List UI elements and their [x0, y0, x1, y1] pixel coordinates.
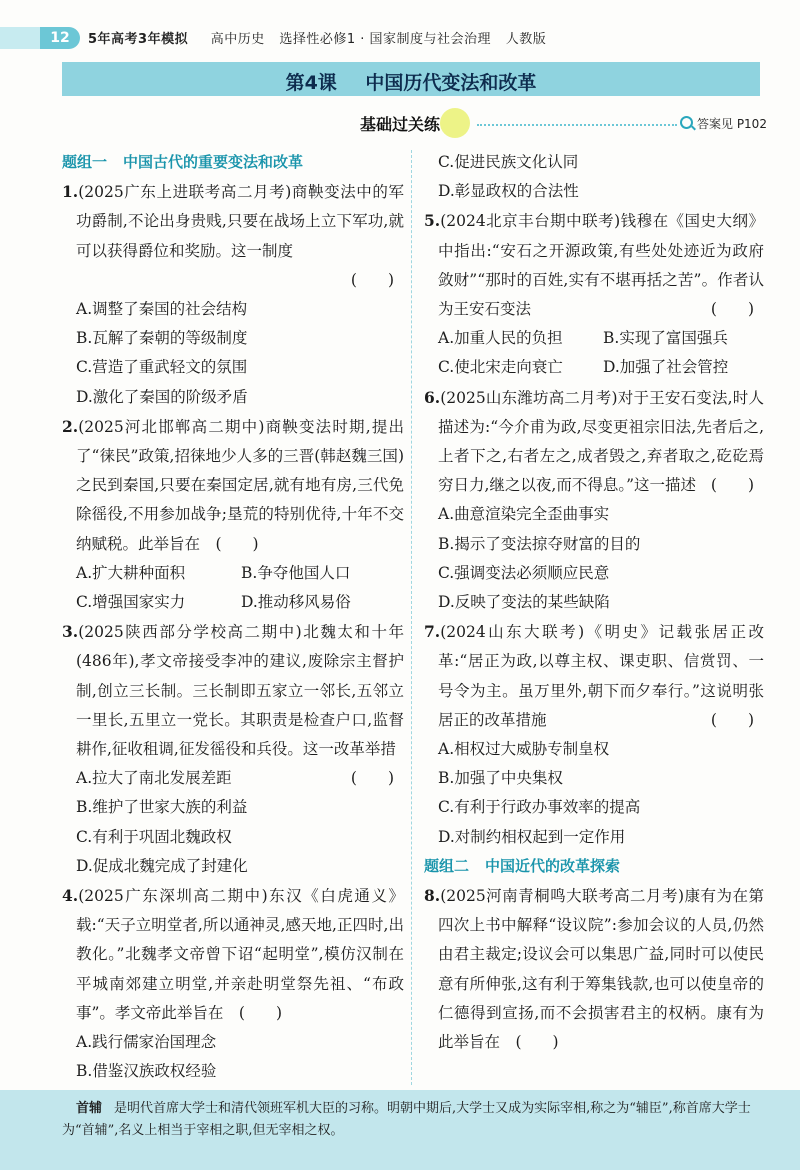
header-book: 选择性必修1 · 国家制度与社会治理	[279, 32, 492, 47]
question-stem: (2024山东大联考)《明史》记载张居正改革:“居正为政,以尊主权、课吏职、信赏罚、一号令为主。虽万里外,朝下而夕奉行。”这说明张居正的改革措施	[438, 623, 764, 729]
group-label: 题组二	[424, 856, 470, 875]
option-b: B.争夺他国人口	[241, 563, 351, 582]
question-stem: (2025山东潍坊高二月考)对于王安石变法,时人描述为:“今介甫为政,尽变更祖宗旧法,先者后之,上者下之,右者左之,成者毁之,弃者取之,矻矻焉穷日力,继之以夜,而不得息。”这一描述	[438, 388, 764, 495]
question-8	[424, 881, 764, 1057]
question-6	[424, 383, 764, 618]
page-number: 12	[40, 27, 80, 49]
question-2	[62, 412, 404, 617]
question-4	[62, 881, 404, 1086]
section-dotted-rule	[477, 124, 677, 126]
lesson-title	[62, 68, 760, 95]
option-b: B.揭示了变法掠夺财富的目的	[438, 534, 641, 553]
group-title-1	[62, 148, 404, 177]
option-c: C.强调变法必须顺应民意	[438, 563, 610, 582]
section-heading	[62, 108, 767, 140]
footnote-box	[0, 1090, 800, 1170]
option-b: B.加强了中央集权	[438, 769, 563, 788]
option-a: A.相权过大威胁专制皇权	[438, 740, 610, 759]
option-d: D.加强了社会管控	[603, 358, 729, 377]
option-d: D.推动移风易俗	[241, 593, 351, 612]
question-number: 5.	[424, 211, 441, 231]
group-name: 中国古代的重要变法和改革	[123, 153, 304, 171]
question-stem: (2025河南青桐鸣大联考高二月考)康有为在第四次上书中解释“设议院”:参加会议的人员,仍然由君主裁定;设议会可以集思广益,同时可以使民意有所伸张,这有利于筹集钱款,也可以使皇帝的仁德得到宣扬,而不会损害君主的权柄。康有为此举旨在 ( )	[438, 887, 764, 1052]
answer-reference	[680, 115, 767, 132]
page-number-tab-edge	[0, 27, 40, 49]
question-stem: (2024北京丰台期中联考)钱穆在《国史大纲》中指出:“安石之开源政策,有些处处迹近为政府敛财”“那时的百姓,实有不堪再括之苦”。作者认为王安石变法	[438, 212, 764, 319]
footnote-text: 是明代首席大学士和清代领班军机大臣的习称。明朝中期后,大学士又成为实际宰相,称之为“辅臣”,称首席大学士为“首辅”,名义上相当于宰相之职,但无宰相之权。	[62, 1101, 751, 1138]
footnote	[62, 1098, 762, 1142]
question-7	[424, 617, 764, 852]
footnote-term: 首辅	[76, 1101, 103, 1116]
question-stem: (2025河北邯郸高二期中)商鞅变法时期,提出了“徕民”政策,招徕地少人多的三晋(韩赵魏三国)之民到秦国,只要在秦国定居,就有地有房,三代免除徭役,不用参加战争;垦荒的特别优待,十年不交纳赋税。此举旨在 ( )	[76, 417, 404, 553]
option-b: B.维护了世家大族的利益	[76, 798, 248, 817]
option-a: A.曲意渲染完全歪曲事实	[438, 505, 610, 524]
brand-name: 5年高考3年模拟	[88, 32, 189, 47]
option-c: C.营造了重武轻文的氛围	[76, 358, 248, 377]
running-header	[88, 28, 546, 47]
lesson-number: 第4课	[285, 72, 337, 94]
question-5	[424, 206, 764, 382]
option-d: D.反映了变法的某些缺陷	[438, 593, 610, 612]
header-edition: 人教版	[505, 32, 547, 47]
question-3	[62, 617, 404, 881]
answer-bracket: ( )	[350, 769, 394, 788]
question-number: 1.	[62, 182, 79, 202]
option-d: D.彰显政权的合法性	[438, 182, 579, 201]
option-c: C.有利于行政办事效率的提高	[438, 798, 641, 817]
answer-bracket: ( )	[710, 476, 754, 495]
option-b: B.实现了富国强兵	[603, 329, 728, 348]
option-a: A.践行儒家治国理念	[76, 1033, 217, 1052]
question-number: 8.	[424, 886, 441, 906]
answer-bracket: ( )	[710, 300, 754, 319]
option-c: C.增强国家实力	[76, 593, 186, 612]
option-a: A.调整了秦国的社会结构	[76, 300, 248, 319]
question-number: 7.	[424, 622, 441, 642]
option-b: B.借鉴汉族政权经验	[76, 1062, 217, 1081]
option-b: B.瓦解了秦朝的等级制度	[76, 329, 248, 348]
header-subject: 高中历史	[210, 32, 265, 47]
answer-bracket: ( )	[350, 270, 394, 289]
option-d: D.对制约相权起到一定作用	[438, 827, 626, 846]
highlight-blob	[440, 108, 470, 138]
option-a: A.加重人民的负担	[438, 329, 563, 348]
option-d: D.促成北魏完成了封建化	[76, 856, 248, 875]
section-title: 基础过关练	[360, 115, 441, 134]
answer-bracket: ( )	[710, 710, 754, 729]
group-label: 题组一	[62, 153, 108, 171]
option-a: A.拉大了南北发展差距	[76, 769, 232, 788]
question-number: 4.	[62, 886, 79, 906]
option-d: D.激化了秦国的阶级矛盾	[76, 387, 248, 406]
option-c: C.促进民族文化认同	[438, 153, 579, 171]
option-a: A.扩大耕种面积	[76, 563, 186, 582]
lesson-banner	[62, 62, 760, 96]
question-number: 3.	[62, 622, 79, 642]
group-name: 中国近代的改革探索	[485, 856, 621, 875]
answer-reference-text: 答案见 P102	[697, 117, 767, 131]
right-column	[424, 148, 764, 1057]
option-c: C.使北宋走向衰亡	[438, 358, 563, 377]
group-title-2	[424, 852, 764, 881]
left-column	[62, 148, 404, 1087]
lesson-name: 中国历代变法和改革	[365, 72, 537, 94]
question-stem: (2025广东深圳高二期中)东汉《白虎通义》载:“天子立明堂者,所以通神灵,感天地,正四时,出教化。”北魏孝文帝曾下诏“起明堂”,模仿汉制在平城南郊建立明堂,并亲赴明堂祭先祖、“布政事”。孝文帝此举旨在 ( )	[76, 887, 404, 1022]
question-stem: (2025广东上进联考高二月考)商鞅变法中的军功爵制,不论出身贵贱,只要在战场上立下军功,就可以获得爵位和奖励。这一制度	[76, 183, 404, 260]
question-number: 6.	[424, 387, 441, 407]
column-divider	[411, 150, 412, 1085]
option-c: C.有利于巩固北魏政权	[76, 827, 232, 846]
page-header	[0, 0, 800, 50]
question-1	[62, 177, 404, 412]
question-number: 2.	[62, 416, 79, 436]
magnifier-icon	[680, 116, 693, 129]
question-stem: (2025陕西部分学校高二期中)北魏太和十年(486年),孝文帝接受李冲的建议,废除宗主督护制,创立三长制。三长制即五家立一邻长,五邻立一里长,五里立一党长。其职责是检查户口,监督耕作,征收租调,征发徭役和兵役。这一改革举措	[76, 623, 404, 759]
